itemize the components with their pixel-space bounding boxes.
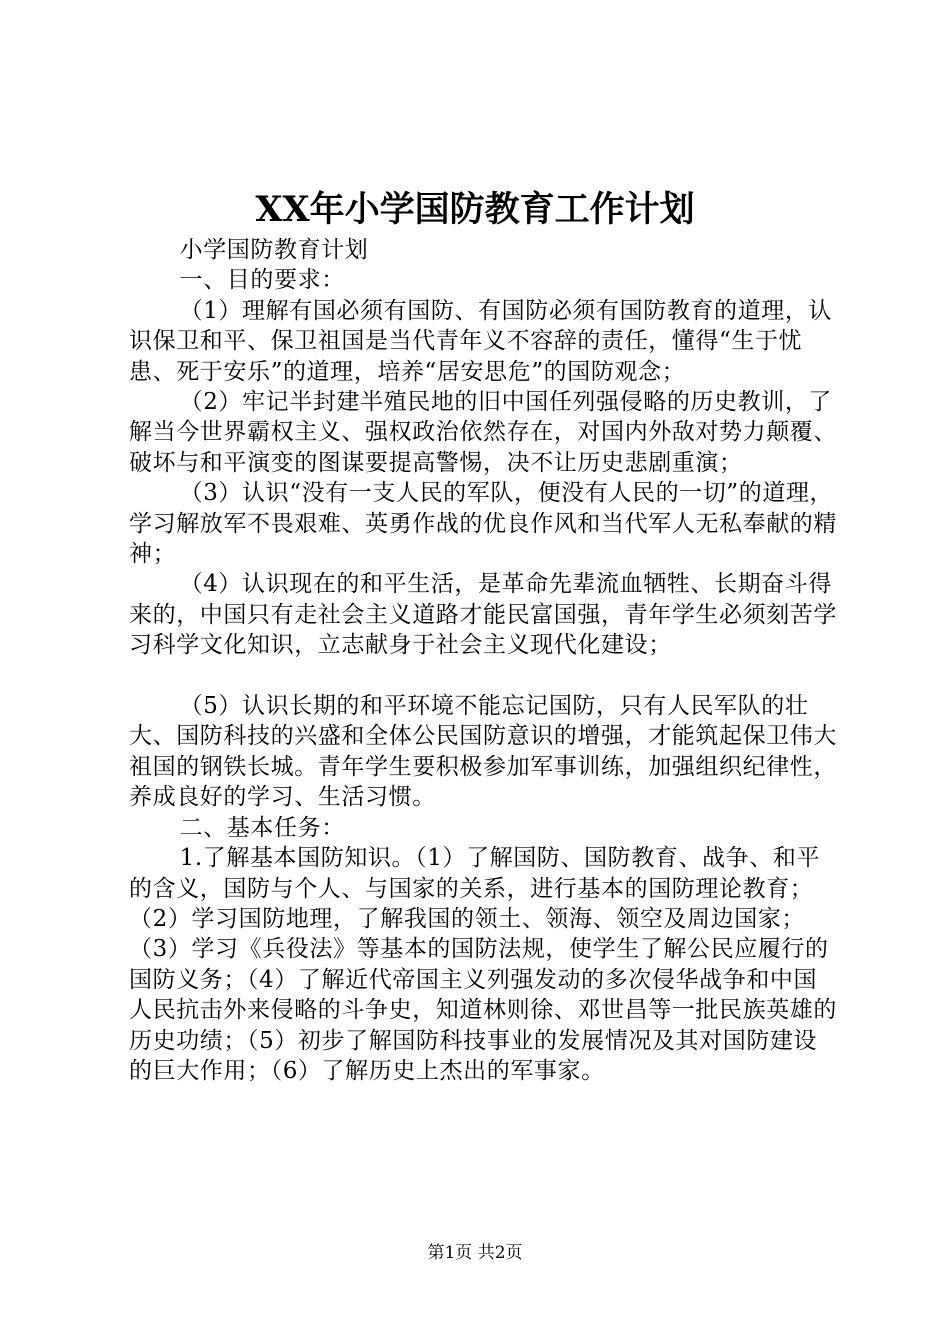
page-footer: 第1页 共2页 [427,1243,523,1263]
plan-subtitle: 小学国防教育计划 [179,237,369,263]
objective-item-1: （1）理解有国必须有国防、有国防必须有国防教育的道理，认识保卫和平、保卫祖国是当代青年义不容辞的责任，懂得“生于忧患、死于安乐”的道理，培养“居安思危”的国防观念； [129,297,833,385]
section-heading-tasks: 二、基本任务： [179,814,345,841]
task-item-1: 1.了解基本国防知识。（1）了解国防、国防教育、战争、和平的含义，国防与个人、与国家的关系，进行基本的国防理论教育；（2）学习国防地理，了解我国的领土、领海、领空及周边国家；（3）学习《兵役法》等基本的国防法规，使学生了解公民应履行的国防义务；（4）了解近代帝国主义列强发动的多次侵华战争和中国人民抗击外来侵略的斗争史，知道林则徐、邓世昌等一批民族英雄的历史功绩；（5）初步了解国防科技事业的发展情况及其对国防建设的巨大作用；（6）了解历史上杰出的军事家。 [129,845,837,1084]
document-body [129,235,839,1086]
section-heading-objectives: 一、目的要求： [179,267,345,294]
objective-item-5: （5）认识长期的和平环境不能忘记国防，只有人民军队的壮大、国防科技的兴盛和全体公民国防意识的增强，才能筑起保卫伟大祖国的钢铁长城。青年学生要积极参加军事训练，加强组织纪律性，养成良好的学习、生活习惯。 [129,693,837,811]
objective-item-4: （4）认识现在的和平生活，是革命先辈流血牺牲、长期奋斗得来的，中国只有走社会主义道路才能民富国强，青年学生必须刻苦学习科学文化知识，立志献身于社会主义现代化建设； [129,571,837,659]
objective-item-2: （2）牢记半封建半殖民地的旧中国任列强侵略的历史教训，了解当今世界霸权主义、强权政治依然存在，对国内外敌对势力颠覆、破坏与和平演变的图谋要提高警惕，决不让历史悲剧重演； [129,389,837,476]
document-title: XX年小学国防教育工作计划 [255,189,695,230]
paragraph-spacer [129,661,839,691]
objective-item-3: （3）认识“没有一支人民的军队，便没有人民的一切”的道理，学习解放军不畏艰难、英勇作战的优良作风和当代军人无私奉献的精神； [129,480,837,568]
